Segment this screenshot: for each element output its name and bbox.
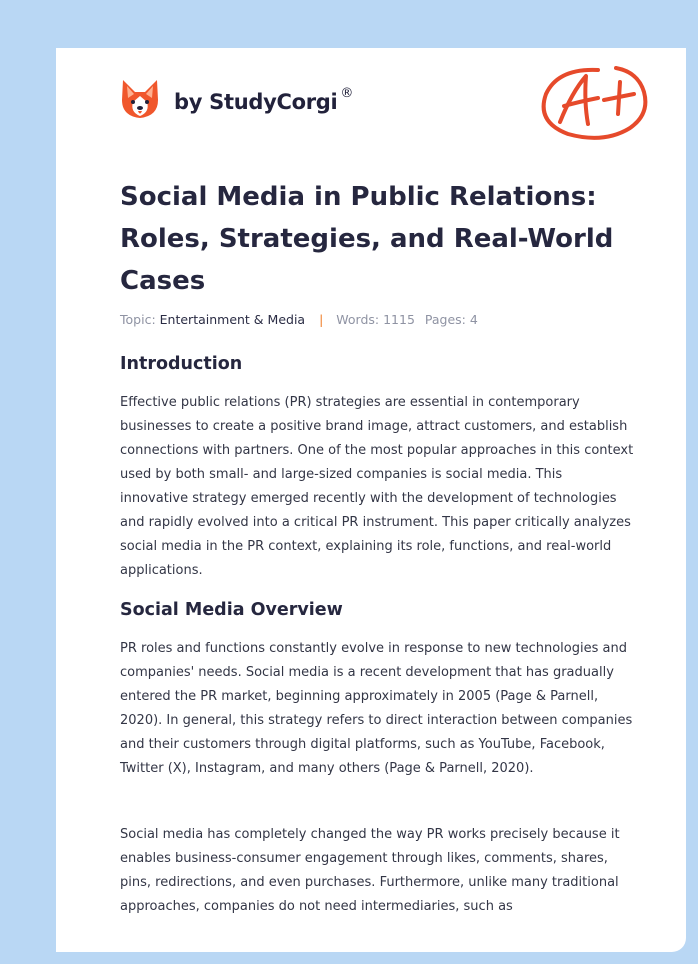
paragraph: Social media has completely changed the way PR works precisely because it enables business-consumer engagement through likes, comments, shares, pins, redirections, and even purchases. Furthermore, unlike many traditional approaches, companies do not need intermediaries, such as	[120, 827, 620, 914]
registered-mark: ®	[340, 86, 354, 101]
pages-label: Pages:	[424, 312, 466, 327]
a-plus-icon	[538, 62, 650, 144]
brand-name: by StudyCorgi ®	[174, 86, 354, 114]
document-meta	[120, 312, 478, 327]
meta-separator: |	[319, 312, 324, 327]
topic-link[interactable]: Entertainment & Media	[159, 312, 306, 327]
paragraph: PR roles and functions constantly evolve in response to new technologies and companies' needs. Social media is a recent development that has gradually entered the PR market, beginning approximately in 2005 (Page & Parnell, 2020). In general, this strategy refers to direct interaction between companies and their customers through digital platforms, such as YouTube, Facebook, Twitter (X), Instagram, and many others (Page & Parnell, 2020).	[120, 641, 633, 776]
page-title: Social Media in Public Relations: Roles, Strategies, and Real-World Cases	[120, 182, 614, 296]
corgi-icon	[120, 78, 160, 122]
section-heading-introduction: Introduction	[120, 354, 243, 374]
section-heading-social-media-overview: Social Media Overview	[120, 600, 343, 620]
words-count: 1115	[383, 312, 415, 327]
brand-logo[interactable]	[120, 76, 353, 124]
pages-count: 4	[469, 312, 478, 327]
paragraph: Effective public relations (PR) strategies are essential in contemporary businesses to create a positive brand image, attract customers, and establish connections with partners. One of the most popular approaches in this context used by both small- and large-sized companies is social media. This innovative strategy emerged recently with the development of technologies and rapidly evolved into a critical PR instrument. This paper critically analyzes social media in the PR context, explaining its role, functions, and real-world applications.	[120, 395, 634, 578]
words-label: Words:	[336, 312, 380, 327]
topic-label: Topic:	[120, 312, 156, 327]
document-page	[56, 48, 686, 952]
header	[120, 76, 650, 146]
